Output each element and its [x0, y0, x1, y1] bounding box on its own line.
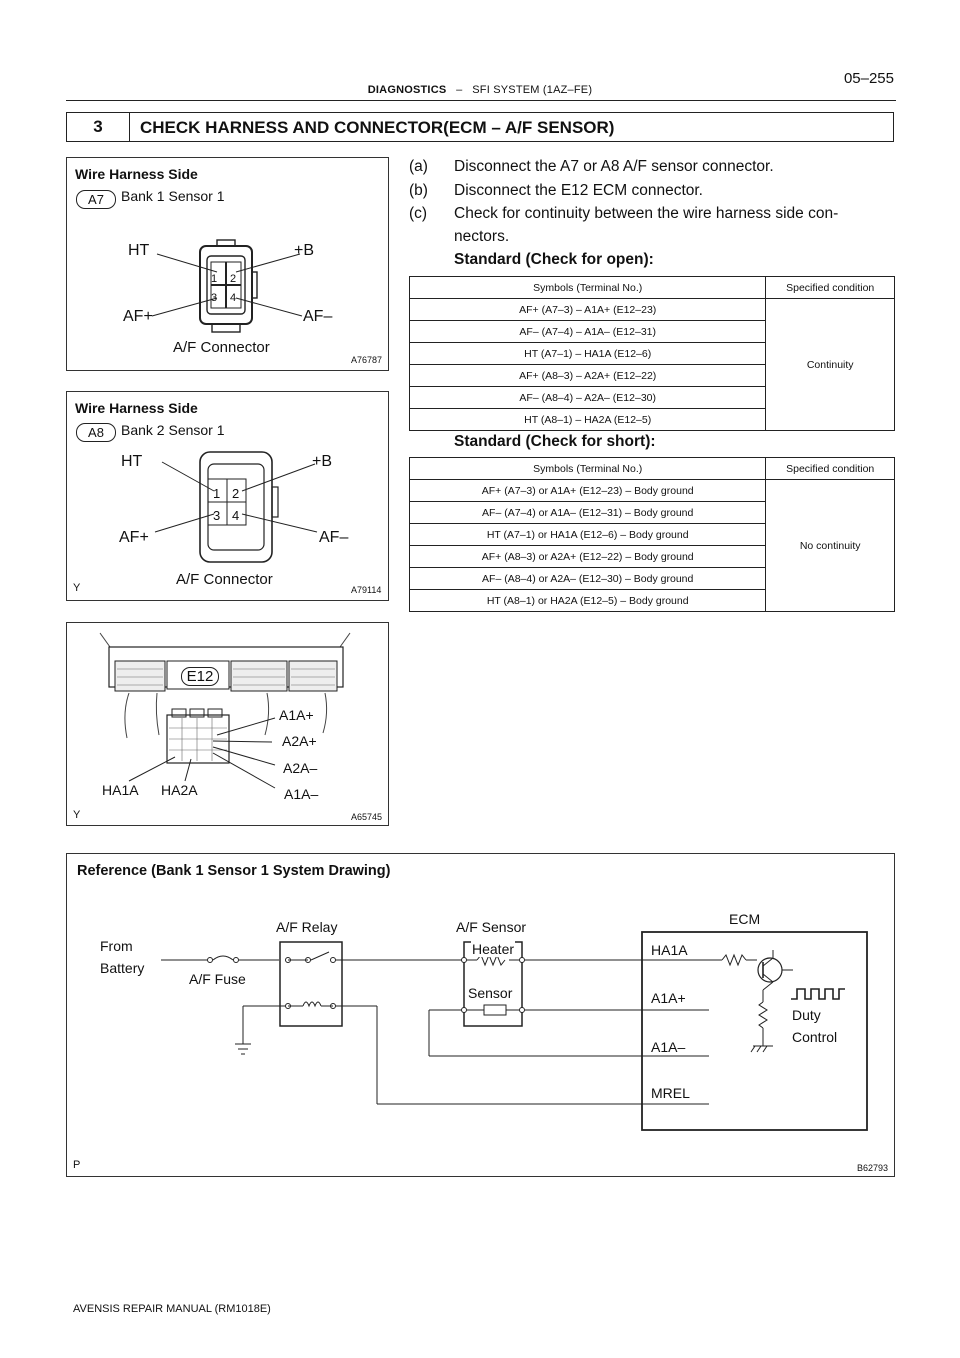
header-subsection: SFI SYSTEM (1AZ–FE) [472, 84, 593, 96]
fig3-corner-mark: Y [73, 809, 81, 821]
ref-af-fuse-label: A/F Fuse [189, 971, 246, 987]
ref-ecm-label: ECM [729, 911, 761, 927]
fig1-label-b: +B [294, 242, 315, 259]
open-row-3: HT (A7–1) – HA1A (E12–6) [410, 343, 766, 365]
running-header [0, 84, 960, 96]
open-row-6: HT (A8–1) – HA2A (E12–5) [410, 409, 766, 431]
reference-title: Reference (Bank 1 Sensor 1 System Drawing) [77, 863, 391, 879]
header-dash: – [456, 84, 463, 96]
open-condition-cell: Continuity [766, 299, 895, 431]
open-check-table [409, 276, 895, 431]
table-row [410, 480, 895, 502]
short-check-table [409, 457, 895, 612]
fig1-label-afm: AF– [303, 308, 333, 325]
short-condition-cell: No continuity [766, 480, 895, 612]
step-number: 3 [67, 113, 130, 141]
header-section: DIAGNOSTICS [367, 84, 447, 96]
instruction-b-marker: (b) [409, 182, 428, 199]
ref-ha1a-label: HA1A [651, 942, 688, 958]
instruction-c-cont [409, 228, 509, 246]
fig3-connector-tag: E12 [181, 667, 219, 686]
fig1-caption: A/F Connector [173, 339, 270, 356]
fig1-label-ht: HT [128, 242, 150, 259]
ref-battery-label: Battery [100, 960, 145, 976]
short-row-1: AF+ (A7–3) or A1A+ (E12–23) – Body ground [410, 480, 766, 502]
instruction-b-text: Disconnect the E12 ECM connector. [454, 182, 703, 199]
table-header-row [410, 458, 895, 480]
open-row-1: AF+ (A7–3) – A1A+ (E12–23) [410, 299, 766, 321]
fig3-label-a2ap: A2A+ [282, 733, 317, 749]
ref-duty-label: Duty [792, 1007, 821, 1023]
instruction-c-text: Check for continuity between the wire harness side con- [454, 205, 839, 222]
fig2-pin-1: 1 [213, 486, 221, 501]
open-row-4: AF+ (A8–3) – A2A+ (E12–22) [410, 365, 766, 387]
ref-from-label: From [100, 938, 133, 954]
fig1-title: Wire Harness Side [75, 166, 198, 182]
fig3-id: A65745 [351, 812, 383, 822]
fig1-connector-tag: A7 [76, 190, 116, 209]
short-row-4: AF+ (A8–3) or A2A+ (E12–22) – Body ground [410, 546, 766, 568]
fig1-pin-4: 4 [230, 292, 237, 304]
fig2-pin-2: 2 [232, 486, 240, 501]
step-title: CHECK HARNESS AND CONNECTOR(ECM – A/F SENSOR) [140, 118, 615, 137]
fig2-caption: A/F Connector [176, 571, 273, 588]
page-number: 05–255 [843, 70, 894, 87]
fig1-pin-2: 2 [230, 273, 237, 285]
ref-fig-id: B62793 [857, 1163, 889, 1173]
fig2-label-b: +B [312, 453, 333, 470]
open-col-condition: Specified condition [766, 277, 895, 299]
fig1-pin-1: 1 [211, 273, 218, 285]
short-col-symbols: Symbols (Terminal No.) [410, 458, 766, 480]
short-row-2: AF– (A7–4) or A1A– (E12–31) – Body ground [410, 502, 766, 524]
instruction-a [409, 158, 774, 176]
fig2-connector-tag: A8 [76, 423, 116, 442]
fig1-pin-3: 3 [211, 292, 218, 304]
instruction-a-marker: (a) [409, 158, 428, 175]
ref-af-sensor-label: A/F Sensor [456, 919, 527, 935]
fig3-label-a2am: A2A– [283, 760, 318, 776]
fig2-id: A79114 [351, 585, 382, 595]
figure-a7-connector [66, 157, 389, 371]
instruction-c-cont-text: nectors. [454, 228, 510, 245]
fig2-label-ht: HT [121, 453, 143, 470]
short-col-condition: Specified condition [766, 458, 895, 480]
ref-a1ap-label: A1A+ [651, 990, 686, 1006]
fig3-label-a1ap: A1A+ [279, 707, 314, 723]
fig2-label-afm: AF– [319, 529, 349, 546]
ref-heater-label: Heater [472, 941, 515, 957]
figure-a8-connector [66, 391, 389, 601]
ref-a1am-label: A1A– [651, 1039, 686, 1055]
fig2-subtitle: Bank 2 Sensor 1 [121, 422, 225, 438]
fig3-label-ha2a: HA2A [161, 782, 198, 798]
short-row-5: AF– (A8–4) or A2A– (E12–30) – Body ground [410, 568, 766, 590]
fig1-subtitle: Bank 1 Sensor 1 [121, 188, 225, 204]
instruction-b [409, 182, 703, 200]
ref-corner-mark: P [73, 1159, 81, 1171]
figure-e12-ecm-connector [66, 622, 389, 826]
table-header-row [410, 277, 895, 299]
header-rule [66, 100, 896, 101]
instruction-c-marker: (c) [409, 205, 428, 222]
short-table-heading: Standard (Check for short): [454, 433, 656, 450]
instruction-a-text: Disconnect the A7 or A8 A/F sensor connector. [454, 158, 774, 175]
ref-sensor-label: Sensor [468, 985, 513, 1001]
fig1-id: A76787 [351, 355, 383, 365]
short-row-3: HT (A7–1) or HA1A (E12–6) – Body ground [410, 524, 766, 546]
fig3-label-ha1a: HA1A [102, 782, 139, 798]
fig2-pin-3: 3 [213, 508, 221, 523]
step-heading [66, 112, 894, 142]
ref-af-relay-label: A/F Relay [276, 919, 338, 935]
fig2-label-afp: AF+ [119, 529, 149, 546]
fig2-pin-4: 4 [232, 508, 240, 523]
table-row [410, 299, 895, 321]
open-row-2: AF– (A7–4) – A1A– (E12–31) [410, 321, 766, 343]
ref-mrel-label: MREL [651, 1085, 690, 1101]
open-table-heading: Standard (Check for open): [454, 251, 654, 268]
ref-control-label: Control [792, 1029, 838, 1045]
footer-manual-id: AVENSIS REPAIR MANUAL (RM1018E) [73, 1303, 271, 1315]
fig2-title: Wire Harness Side [75, 400, 198, 416]
reference-system-drawing [66, 853, 895, 1177]
reference-wiring-diagram [67, 854, 896, 1178]
fig3-label-a1am: A1A– [284, 786, 319, 802]
instruction-c [409, 205, 838, 223]
fig1-label-afp: AF+ [123, 308, 153, 325]
open-row-5: AF– (A8–4) – A2A– (E12–30) [410, 387, 766, 409]
fig2-corner-mark: Y [73, 582, 81, 594]
short-row-6: HT (A8–1) or HA2A (E12–5) – Body ground [410, 590, 766, 612]
open-col-symbols: Symbols (Terminal No.) [410, 277, 766, 299]
